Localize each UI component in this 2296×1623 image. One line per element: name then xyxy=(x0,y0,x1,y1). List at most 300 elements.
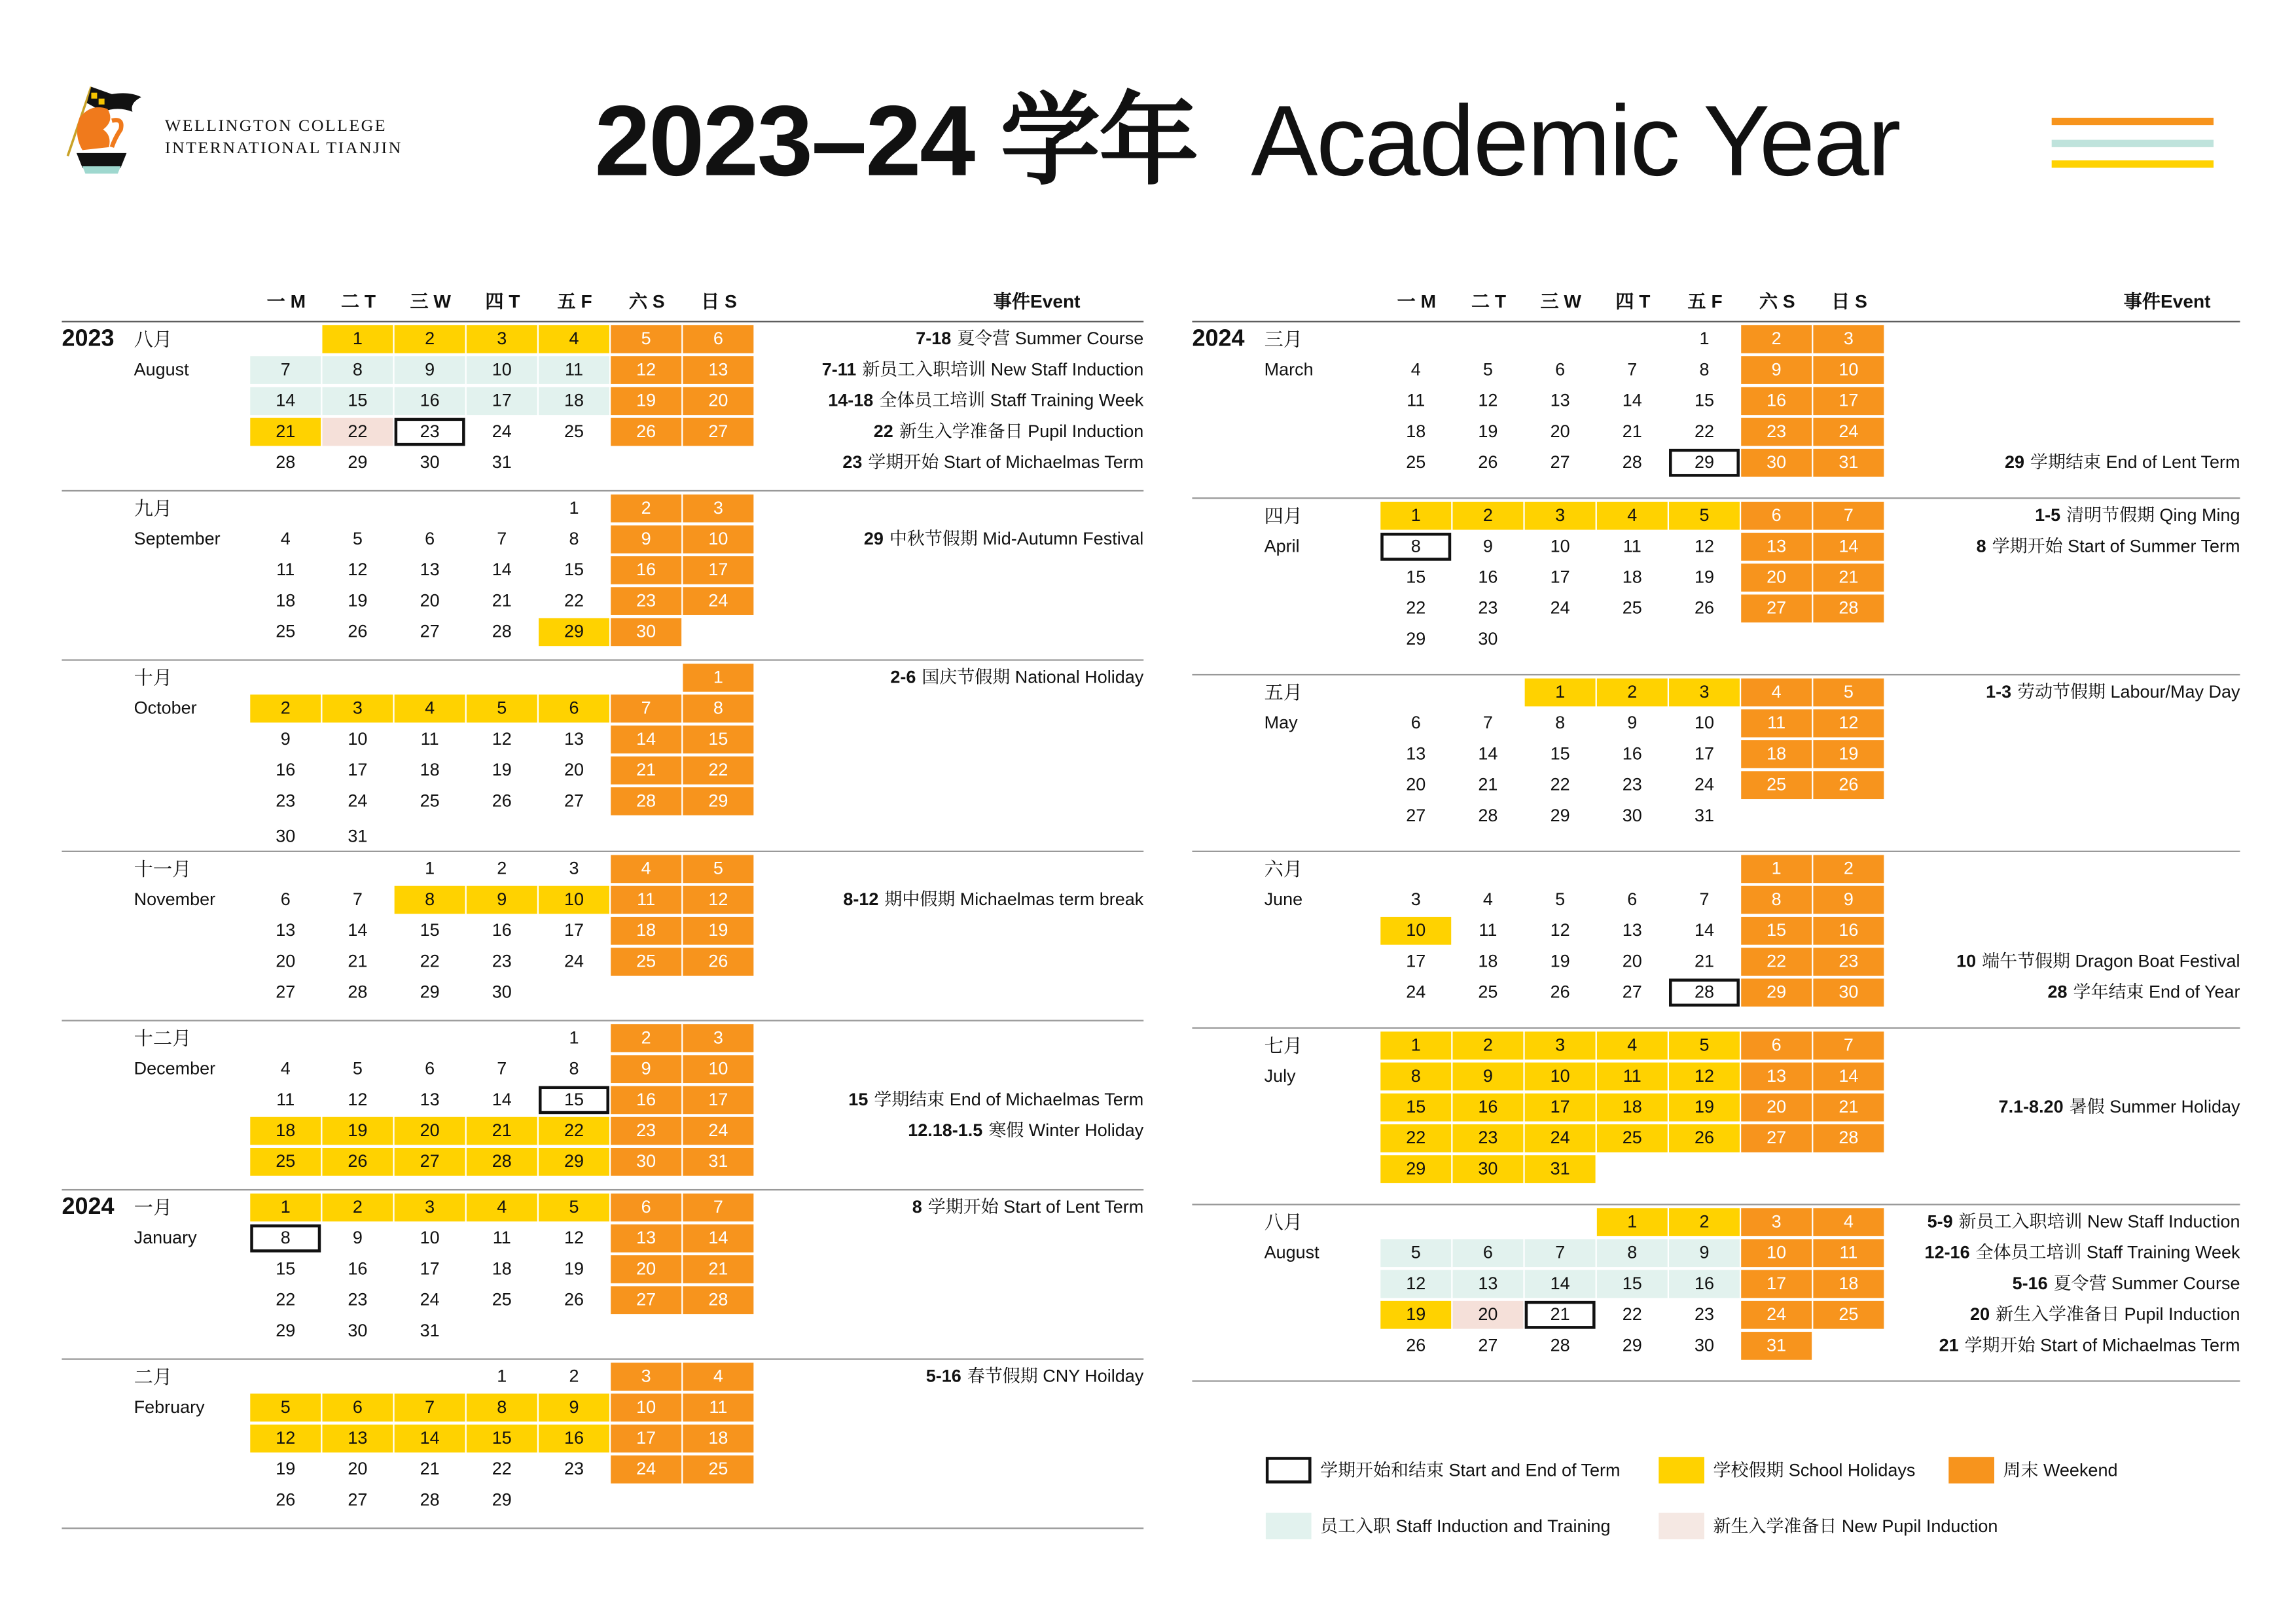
day-cell[interactable]: 25 xyxy=(1622,597,1642,618)
day-cell[interactable]: 15 xyxy=(1741,917,1812,945)
day-cell[interactable]: 30 xyxy=(1478,628,1498,649)
day-cell[interactable]: 12 xyxy=(1669,1063,1740,1091)
day-cell[interactable]: 6 xyxy=(1627,889,1638,910)
day-cell[interactable]: 30 xyxy=(611,618,681,646)
day-cell[interactable]: 15 xyxy=(1550,743,1570,764)
day-cell[interactable]: 18 xyxy=(1741,740,1812,768)
day-cell[interactable]: 9 xyxy=(395,356,465,384)
day-cell[interactable]: 2 xyxy=(569,1365,579,1387)
day-cell[interactable]: 17 xyxy=(1550,566,1570,588)
day-cell[interactable]: 26 xyxy=(322,1148,393,1176)
day-cell[interactable]: 21 xyxy=(467,1117,537,1145)
day-cell[interactable]: 14 xyxy=(395,1425,465,1453)
day-cell[interactable]: 23 xyxy=(492,950,512,972)
day-cell[interactable]: 14 xyxy=(1813,533,1884,561)
day-cell[interactable]: 22 xyxy=(492,1458,512,1479)
day-cell[interactable]: 29 xyxy=(1406,628,1426,649)
day-cell[interactable]: 25 xyxy=(1478,981,1498,1003)
day-cell[interactable]: 13 xyxy=(564,728,584,749)
day-cell[interactable]: 17 xyxy=(348,759,368,780)
day-cell[interactable]: 21 xyxy=(1622,421,1642,442)
day-cell[interactable]: 6 xyxy=(539,694,609,722)
day-cell[interactable]: 5 xyxy=(611,325,681,353)
day-cell[interactable]: 30 xyxy=(1452,1155,1523,1183)
day-cell[interactable]: 8 xyxy=(569,528,579,549)
day-cell[interactable]: 26 xyxy=(1694,597,1714,618)
day-cell[interactable]: 24 xyxy=(492,421,512,442)
day-cell[interactable]: 20 xyxy=(1741,1094,1812,1122)
day-cell[interactable]: 18 xyxy=(276,590,296,611)
day-cell[interactable]: 28 xyxy=(467,1148,537,1176)
day-cell[interactable]: 1 xyxy=(683,664,753,692)
day-cell[interactable]: 9 xyxy=(1741,356,1812,384)
day-cell[interactable]: 8 xyxy=(250,1224,321,1253)
day-cell[interactable]: 2 xyxy=(611,1024,681,1052)
day-cell[interactable]: 30 xyxy=(276,825,296,847)
day-cell[interactable]: 20 xyxy=(1741,563,1812,592)
day-cell[interactable]: 19 xyxy=(1380,1301,1451,1329)
day-cell[interactable]: 2 xyxy=(1452,502,1523,530)
day-cell[interactable]: 15 xyxy=(1597,1270,1668,1298)
day-cell[interactable]: 3 xyxy=(1813,325,1884,353)
day-cell[interactable]: 16 xyxy=(611,1086,681,1115)
day-cell[interactable]: 24 xyxy=(1525,1124,1596,1152)
day-cell[interactable]: 10 xyxy=(1380,917,1451,945)
day-cell[interactable]: 19 xyxy=(492,759,512,780)
day-cell[interactable]: 29 xyxy=(420,981,440,1003)
day-cell[interactable]: 4 xyxy=(1741,679,1812,707)
day-cell[interactable]: 3 xyxy=(395,1194,465,1222)
day-cell[interactable]: 9 xyxy=(611,526,681,554)
day-cell[interactable]: 22 xyxy=(539,1117,609,1145)
day-cell[interactable]: 10 xyxy=(683,526,753,554)
day-cell[interactable]: 10 xyxy=(1694,712,1714,733)
day-cell[interactable]: 26 xyxy=(1478,452,1498,473)
day-cell[interactable]: 19 xyxy=(322,1117,393,1145)
day-cell[interactable]: 7 xyxy=(395,1394,465,1422)
day-cell[interactable]: 31 xyxy=(1741,1332,1812,1360)
day-cell[interactable]: 3 xyxy=(569,857,579,879)
day-cell[interactable]: 27 xyxy=(420,620,440,642)
day-cell[interactable]: 2 xyxy=(1597,679,1668,707)
day-cell[interactable]: 25 xyxy=(1406,452,1426,473)
day-cell[interactable]: 1 xyxy=(1380,1031,1451,1060)
day-cell[interactable]: 13 xyxy=(1406,743,1426,764)
day-cell[interactable]: 13 xyxy=(1452,1270,1523,1298)
day-cell[interactable]: 28 xyxy=(276,452,296,473)
day-cell[interactable]: 27 xyxy=(1550,452,1570,473)
day-cell[interactable]: 3 xyxy=(467,325,537,353)
day-cell[interactable]: 6 xyxy=(322,1394,393,1422)
day-cell[interactable]: 26 xyxy=(1813,771,1884,799)
day-cell[interactable]: 10 xyxy=(420,1227,440,1248)
day-cell[interactable]: 24 xyxy=(683,1117,753,1145)
day-cell[interactable]: 8 xyxy=(1741,886,1812,914)
day-cell[interactable]: 6 xyxy=(683,325,753,353)
day-cell[interactable]: 30 xyxy=(1622,805,1642,826)
day-cell[interactable]: 13 xyxy=(1550,389,1570,411)
day-cell[interactable]: 16 xyxy=(348,1258,368,1279)
day-cell[interactable]: 18 xyxy=(539,387,609,415)
day-cell[interactable]: 20 xyxy=(420,590,440,611)
day-cell[interactable]: 6 xyxy=(1741,502,1812,530)
day-cell[interactable]: 12 xyxy=(1813,709,1884,738)
day-cell[interactable]: 27 xyxy=(1622,981,1642,1003)
day-cell[interactable]: 11 xyxy=(1623,535,1641,557)
day-cell[interactable]: 30 xyxy=(611,1148,681,1176)
day-cell[interactable]: 1 xyxy=(497,1365,507,1387)
day-cell[interactable]: 17 xyxy=(683,556,753,584)
day-cell[interactable]: 25 xyxy=(1813,1301,1884,1329)
day-cell[interactable]: 1 xyxy=(425,857,435,879)
day-cell[interactable]: 20 xyxy=(276,950,296,972)
day-cell[interactable]: 12 xyxy=(683,886,753,914)
day-cell[interactable]: 6 xyxy=(1555,359,1566,380)
day-cell[interactable]: 22 xyxy=(420,950,440,972)
day-cell[interactable]: 5 xyxy=(1813,679,1884,707)
day-cell[interactable]: 14 xyxy=(250,387,321,415)
day-cell[interactable]: 20 xyxy=(564,759,584,780)
day-cell[interactable]: 21 xyxy=(1694,950,1714,972)
day-cell[interactable]: 23 xyxy=(395,418,465,446)
day-cell[interactable]: 2 xyxy=(611,495,681,523)
day-cell[interactable]: 23 xyxy=(1694,1304,1714,1325)
day-cell[interactable]: 7 xyxy=(497,1058,507,1079)
day-cell[interactable]: 13 xyxy=(420,1089,440,1110)
day-cell[interactable]: 2 xyxy=(1813,855,1884,883)
day-cell[interactable]: 17 xyxy=(1741,1270,1812,1298)
day-cell[interactable]: 9 xyxy=(280,728,291,749)
day-cell[interactable]: 18 xyxy=(611,917,681,945)
day-cell[interactable]: 9 xyxy=(611,1055,681,1083)
day-cell[interactable]: 16 xyxy=(395,387,465,415)
day-cell[interactable]: 10 xyxy=(611,1394,681,1422)
day-cell[interactable]: 29 xyxy=(1741,978,1812,1007)
day-cell[interactable]: 22 xyxy=(276,1289,296,1310)
day-cell[interactable]: 4 xyxy=(1597,1031,1668,1060)
day-cell[interactable]: 11 xyxy=(276,1089,295,1110)
day-cell[interactable]: 25 xyxy=(492,1289,512,1310)
day-cell[interactable]: 5 xyxy=(683,855,753,883)
day-cell[interactable]: 31 xyxy=(1813,449,1884,477)
day-cell[interactable]: 4 xyxy=(683,1363,753,1391)
day-cell[interactable]: 11 xyxy=(1813,1239,1884,1267)
day-cell[interactable]: 27 xyxy=(1741,594,1812,622)
day-cell[interactable]: 8 xyxy=(683,694,753,722)
day-cell[interactable]: 28 xyxy=(348,981,368,1003)
day-cell[interactable]: 14 xyxy=(492,1089,512,1110)
day-cell[interactable]: 17 xyxy=(564,919,584,940)
day-cell[interactable]: 29 xyxy=(1380,1155,1451,1183)
day-cell[interactable]: 6 xyxy=(1410,712,1421,733)
day-cell[interactable]: 27 xyxy=(348,1489,368,1510)
day-cell[interactable]: 26 xyxy=(1550,981,1570,1003)
day-cell[interactable]: 22 xyxy=(564,590,584,611)
day-cell[interactable]: 26 xyxy=(276,1489,296,1510)
day-cell[interactable]: 13 xyxy=(611,1224,681,1253)
day-cell[interactable]: 30 xyxy=(1694,1334,1714,1356)
day-cell[interactable]: 1 xyxy=(250,1194,321,1222)
day-cell[interactable]: 7 xyxy=(352,889,363,910)
day-cell[interactable]: 4 xyxy=(280,1058,291,1079)
day-cell[interactable]: 15 xyxy=(322,387,393,415)
day-cell[interactable]: 7 xyxy=(1813,502,1884,530)
day-cell[interactable]: 12 xyxy=(611,356,681,384)
day-cell[interactable]: 31 xyxy=(683,1148,753,1176)
day-cell[interactable]: 23 xyxy=(1452,1124,1523,1152)
day-cell[interactable]: 26 xyxy=(564,1289,584,1310)
day-cell[interactable]: 19 xyxy=(276,1458,296,1479)
day-cell[interactable]: 8 xyxy=(1380,1063,1451,1091)
day-cell[interactable]: 8 xyxy=(1555,712,1566,733)
day-cell[interactable]: 7 xyxy=(497,528,507,549)
day-cell[interactable]: 21 xyxy=(1813,563,1884,592)
day-cell[interactable]: 31 xyxy=(420,1320,440,1341)
day-cell[interactable]: 28 xyxy=(1478,805,1498,826)
day-cell[interactable]: 22 xyxy=(1406,597,1426,618)
day-cell[interactable]: 23 xyxy=(276,790,296,812)
day-cell[interactable]: 28 xyxy=(492,620,512,642)
day-cell[interactable]: 13 xyxy=(322,1425,393,1453)
day-cell[interactable]: 17 xyxy=(467,387,537,415)
day-cell[interactable]: 25 xyxy=(420,790,440,812)
day-cell[interactable]: 8 xyxy=(1380,533,1451,561)
day-cell[interactable]: 15 xyxy=(1406,566,1426,588)
day-cell[interactable]: 16 xyxy=(1622,743,1642,764)
day-cell[interactable]: 19 xyxy=(683,917,753,945)
day-cell[interactable]: 24 xyxy=(1694,774,1714,795)
day-cell[interactable]: 19 xyxy=(1669,1094,1740,1122)
day-cell[interactable]: 28 xyxy=(1813,594,1884,622)
day-cell[interactable]: 19 xyxy=(1813,740,1884,768)
day-cell[interactable]: 29 xyxy=(276,1320,296,1341)
day-cell[interactable]: 22 xyxy=(1622,1304,1642,1325)
day-cell[interactable]: 5 xyxy=(352,1058,363,1079)
day-cell[interactable]: 1 xyxy=(1741,855,1812,883)
day-cell[interactable]: 11 xyxy=(1479,919,1498,940)
day-cell[interactable]: 28 xyxy=(1550,1334,1570,1356)
day-cell[interactable]: 2 xyxy=(395,325,465,353)
day-cell[interactable]: 3 xyxy=(611,1363,681,1391)
day-cell[interactable]: 29 xyxy=(348,452,368,473)
day-cell[interactable]: 9 xyxy=(352,1227,363,1248)
day-cell[interactable]: 23 xyxy=(1741,418,1812,446)
day-cell[interactable]: 4 xyxy=(1813,1208,1884,1236)
day-cell[interactable]: 30 xyxy=(492,981,512,1003)
day-cell[interactable]: 1 xyxy=(569,497,579,518)
day-cell[interactable]: 25 xyxy=(276,620,296,642)
day-cell[interactable]: 20 xyxy=(395,1117,465,1145)
day-cell[interactable]: 15 xyxy=(467,1425,537,1453)
day-cell[interactable]: 3 xyxy=(1741,1208,1812,1236)
day-cell[interactable]: 7 xyxy=(1699,889,1710,910)
day-cell[interactable]: 1 xyxy=(322,325,393,353)
day-cell[interactable]: 9 xyxy=(467,886,537,914)
day-cell[interactable]: 30 xyxy=(1741,449,1812,477)
day-cell[interactable]: 9 xyxy=(1452,1063,1523,1091)
day-cell[interactable]: 4 xyxy=(611,855,681,883)
day-cell[interactable]: 9 xyxy=(1813,886,1884,914)
day-cell[interactable]: 19 xyxy=(348,590,368,611)
day-cell[interactable]: 12 xyxy=(348,559,368,580)
day-cell[interactable]: 4 xyxy=(1597,502,1668,530)
day-cell[interactable]: 2 xyxy=(250,694,321,722)
day-cell[interactable]: 18 xyxy=(1813,1270,1884,1298)
day-cell[interactable]: 12 xyxy=(1478,389,1498,411)
day-cell[interactable]: 16 xyxy=(1452,1094,1523,1122)
day-cell[interactable]: 12 xyxy=(348,1089,368,1110)
day-cell[interactable]: 31 xyxy=(492,452,512,473)
day-cell[interactable]: 11 xyxy=(539,356,609,384)
day-cell[interactable]: 9 xyxy=(1627,712,1638,733)
day-cell[interactable]: 15 xyxy=(1694,389,1714,411)
day-cell[interactable]: 31 xyxy=(1694,805,1714,826)
day-cell[interactable]: 28 xyxy=(1813,1124,1884,1152)
day-cell[interactable]: 11 xyxy=(276,559,295,580)
day-cell[interactable]: 16 xyxy=(1669,1270,1740,1298)
day-cell[interactable]: 24 xyxy=(348,790,368,812)
day-cell[interactable]: 1 xyxy=(1525,679,1596,707)
day-cell[interactable]: 20 xyxy=(1452,1301,1523,1329)
day-cell[interactable]: 30 xyxy=(420,452,440,473)
day-cell[interactable]: 2 xyxy=(1669,1208,1740,1236)
day-cell[interactable]: 6 xyxy=(425,1058,435,1079)
day-cell[interactable]: 11 xyxy=(1597,1063,1668,1091)
day-cell[interactable]: 31 xyxy=(1525,1155,1596,1183)
day-cell[interactable]: 7 xyxy=(1627,359,1638,380)
day-cell[interactable]: 25 xyxy=(564,421,584,442)
day-cell[interactable]: 24 xyxy=(1406,981,1426,1003)
day-cell[interactable]: 15 xyxy=(1380,1094,1451,1122)
day-cell[interactable]: 15 xyxy=(683,726,753,754)
day-cell[interactable]: 14 xyxy=(1525,1270,1596,1298)
day-cell[interactable]: 5 xyxy=(250,1394,321,1422)
day-cell[interactable]: 26 xyxy=(683,948,753,976)
day-cell[interactable]: 3 xyxy=(1669,679,1740,707)
day-cell[interactable]: 19 xyxy=(1694,566,1714,588)
day-cell[interactable]: 13 xyxy=(683,356,753,384)
day-cell[interactable]: 6 xyxy=(425,528,435,549)
day-cell[interactable]: 13 xyxy=(276,919,296,940)
day-cell[interactable]: 27 xyxy=(1741,1124,1812,1152)
day-cell[interactable]: 12 xyxy=(564,1227,584,1248)
day-cell[interactable]: 28 xyxy=(420,1489,440,1510)
day-cell[interactable]: 11 xyxy=(420,728,439,749)
day-cell[interactable]: 4 xyxy=(395,694,465,722)
day-cell[interactable]: 3 xyxy=(322,694,393,722)
day-cell[interactable]: 15 xyxy=(564,559,584,580)
day-cell[interactable]: 21 xyxy=(1813,1094,1884,1122)
day-cell[interactable]: 24 xyxy=(1741,1301,1812,1329)
day-cell[interactable]: 24 xyxy=(1813,418,1884,446)
day-cell[interactable]: 14 xyxy=(1813,1063,1884,1091)
day-cell[interactable]: 7 xyxy=(683,1194,753,1222)
day-cell[interactable]: 21 xyxy=(348,950,368,972)
day-cell[interactable]: 5 xyxy=(1555,889,1566,910)
day-cell[interactable]: 5 xyxy=(352,528,363,549)
day-cell[interactable]: 10 xyxy=(539,886,609,914)
day-cell[interactable]: 25 xyxy=(1741,771,1812,799)
day-cell[interactable]: 29 xyxy=(539,618,609,646)
day-cell[interactable]: 10 xyxy=(1525,1063,1596,1091)
day-cell[interactable]: 24 xyxy=(683,587,753,615)
day-cell[interactable]: 22 xyxy=(1380,1124,1451,1152)
day-cell[interactable]: 25 xyxy=(683,1455,753,1484)
day-cell[interactable]: 10 xyxy=(1550,535,1570,557)
day-cell[interactable]: 21 xyxy=(1525,1301,1596,1329)
day-cell[interactable]: 29 xyxy=(492,1489,512,1510)
day-cell[interactable]: 18 xyxy=(250,1117,321,1145)
day-cell[interactable]: 12 xyxy=(492,728,512,749)
day-cell[interactable]: 17 xyxy=(1694,743,1714,764)
day-cell[interactable]: 10 xyxy=(467,356,537,384)
day-cell[interactable]: 5 xyxy=(1380,1239,1451,1267)
day-cell[interactable]: 24 xyxy=(564,950,584,972)
day-cell[interactable]: 7 xyxy=(1482,712,1493,733)
day-cell[interactable]: 5 xyxy=(467,694,537,722)
day-cell[interactable]: 4 xyxy=(539,325,609,353)
day-cell[interactable]: 17 xyxy=(1813,387,1884,415)
day-cell[interactable]: 17 xyxy=(611,1425,681,1453)
day-cell[interactable]: 8 xyxy=(395,886,465,914)
day-cell[interactable]: 27 xyxy=(1406,805,1426,826)
day-cell[interactable]: 16 xyxy=(1741,387,1812,415)
day-cell[interactable]: 22 xyxy=(1550,774,1570,795)
day-cell[interactable]: 12 xyxy=(1694,535,1714,557)
day-cell[interactable]: 11 xyxy=(683,1394,753,1422)
day-cell[interactable]: 27 xyxy=(564,790,584,812)
day-cell[interactable]: 12 xyxy=(250,1425,321,1453)
day-cell[interactable]: 30 xyxy=(1813,978,1884,1007)
day-cell[interactable]: 25 xyxy=(1597,1124,1668,1152)
day-cell[interactable]: 28 xyxy=(683,1286,753,1314)
day-cell[interactable]: 23 xyxy=(348,1289,368,1310)
day-cell[interactable]: 27 xyxy=(395,1148,465,1176)
day-cell[interactable]: 20 xyxy=(683,387,753,415)
day-cell[interactable]: 23 xyxy=(611,587,681,615)
day-cell[interactable]: 16 xyxy=(539,1425,609,1453)
day-cell[interactable]: 19 xyxy=(1550,950,1570,972)
day-cell[interactable]: 27 xyxy=(611,1286,681,1314)
day-cell[interactable]: 18 xyxy=(492,1258,512,1279)
day-cell[interactable]: 19 xyxy=(1478,421,1498,442)
day-cell[interactable]: 4 xyxy=(1482,889,1493,910)
day-cell[interactable]: 22 xyxy=(683,757,753,785)
day-cell[interactable]: 15 xyxy=(420,919,440,940)
day-cell[interactable]: 1 xyxy=(1380,502,1451,530)
day-cell[interactable]: 5 xyxy=(539,1194,609,1222)
day-cell[interactable]: 11 xyxy=(611,886,681,914)
day-cell[interactable]: 5 xyxy=(1669,502,1740,530)
day-cell[interactable]: 18 xyxy=(683,1425,753,1453)
day-cell[interactable]: 16 xyxy=(276,759,296,780)
day-cell[interactable]: 29 xyxy=(683,787,753,815)
day-cell[interactable]: 7 xyxy=(611,694,681,722)
day-cell[interactable]: 30 xyxy=(348,1320,368,1341)
day-cell[interactable]: 15 xyxy=(276,1258,296,1279)
day-cell[interactable]: 19 xyxy=(611,387,681,415)
day-cell[interactable]: 18 xyxy=(1478,950,1498,972)
day-cell[interactable]: 23 xyxy=(1813,948,1884,976)
day-cell[interactable]: 24 xyxy=(420,1289,440,1310)
day-cell[interactable]: 13 xyxy=(1741,1063,1812,1091)
day-cell[interactable]: 10 xyxy=(683,1055,753,1083)
day-cell[interactable]: 21 xyxy=(250,418,321,446)
day-cell[interactable]: 20 xyxy=(1406,774,1426,795)
day-cell[interactable]: 26 xyxy=(1669,1124,1740,1152)
day-cell[interactable]: 20 xyxy=(1550,421,1570,442)
day-cell[interactable]: 18 xyxy=(1406,421,1426,442)
